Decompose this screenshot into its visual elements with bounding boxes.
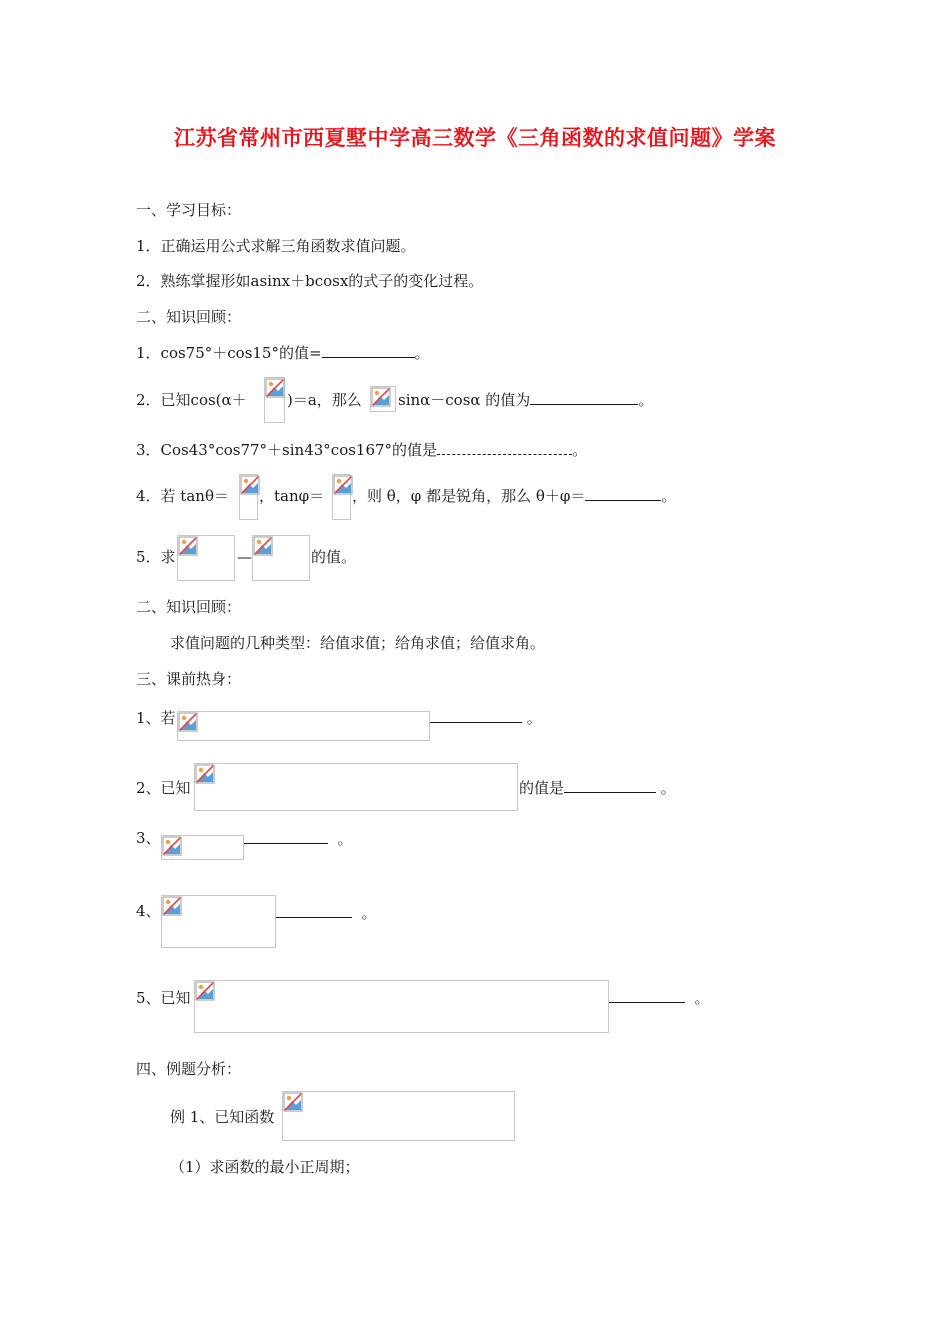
answer-blank bbox=[585, 486, 661, 501]
section-heading-review: 二、知识回顾： bbox=[136, 308, 242, 326]
broken-image-icon bbox=[371, 387, 391, 407]
warmup-question-4-answer bbox=[276, 903, 377, 923]
broken-image-icon bbox=[162, 896, 182, 916]
goal-item-1: 1．正确运用公式求解三角函数求值问题。 bbox=[136, 237, 416, 255]
broken-image-icon bbox=[253, 536, 273, 556]
broken-image-icon bbox=[178, 536, 198, 556]
answer-blank bbox=[322, 343, 415, 358]
example-1-label: 例 1、已知函数 bbox=[170, 1108, 275, 1126]
question-end: 。 bbox=[660, 779, 676, 797]
question-end: 。 bbox=[414, 344, 430, 362]
question-end: 。 bbox=[694, 989, 710, 1007]
question-end: 。 bbox=[661, 487, 677, 505]
warmup-question-3-label: 3、 bbox=[136, 829, 161, 847]
question-text: 3．Cos43°cos77°＋sin43°cos167°的值是 bbox=[136, 441, 438, 459]
section-heading-review-2: 二、知识回顾： bbox=[136, 598, 242, 616]
broken-image-icon bbox=[195, 981, 215, 1001]
formula-image bbox=[194, 980, 609, 1033]
answer-blank bbox=[609, 988, 685, 1003]
document-title: 江苏省常州市西夏墅中学高三数学《三角函数的求值问题》学案 bbox=[174, 125, 776, 150]
review-question-5-part-b: — bbox=[237, 548, 252, 566]
broken-image-icon bbox=[195, 764, 215, 784]
question-text: 1．cos75°＋cos15°的值= bbox=[136, 344, 322, 362]
warmup-question-5-label: 5、已知 bbox=[136, 989, 191, 1007]
warmup-question-1-label: 1、若 bbox=[136, 709, 176, 727]
review-text: 求值问题的几种类型：给值求值；给角求值；给值求角。 bbox=[170, 634, 546, 652]
section-heading-goals: 一、学习目标： bbox=[136, 201, 242, 219]
answer-blank bbox=[564, 778, 656, 793]
review-question-4-part-c bbox=[352, 486, 676, 506]
question-text: sinα－cosα 的值为 bbox=[398, 391, 531, 409]
review-question-3 bbox=[136, 440, 587, 460]
goal-item-2: 2．熟练掌握形如asinx＋bcosx的式子的变化过程。 bbox=[136, 272, 484, 290]
review-question-4-part-a: 4．若 tanθ＝ bbox=[136, 487, 229, 505]
formula-image bbox=[161, 835, 244, 860]
review-question-2-part-b: )＝a，那么 bbox=[287, 391, 362, 409]
question-end: 。 bbox=[526, 709, 542, 727]
question-end: 。 bbox=[361, 904, 377, 922]
answer-blank bbox=[530, 390, 638, 405]
question-end: 。 bbox=[337, 830, 353, 848]
section-heading-warmup: 三、课前热身： bbox=[136, 670, 242, 688]
review-question-5-part-c: 的值。 bbox=[311, 548, 357, 566]
example-1-question-1: （1）求函数的最小正周期； bbox=[170, 1158, 360, 1176]
question-end: 。 bbox=[572, 441, 588, 459]
warmup-question-4-label: 4、 bbox=[136, 902, 161, 920]
formula-image bbox=[264, 377, 285, 423]
broken-image-icon bbox=[162, 836, 182, 856]
formula-image bbox=[370, 386, 396, 412]
broken-image-icon bbox=[333, 475, 353, 495]
warmup-question-5-answer bbox=[609, 988, 710, 1008]
warmup-question-2-label: 2、已知 bbox=[136, 779, 191, 797]
formula-image bbox=[161, 895, 276, 948]
broken-image-icon bbox=[240, 475, 260, 495]
review-question-1 bbox=[136, 343, 430, 363]
question-text: 的值是 bbox=[519, 779, 565, 797]
broken-image-icon bbox=[178, 712, 198, 732]
formula-image bbox=[332, 474, 351, 520]
formula-image bbox=[194, 763, 518, 811]
formula-image bbox=[239, 474, 258, 520]
broken-image-icon bbox=[265, 378, 285, 398]
formula-image bbox=[252, 535, 310, 581]
review-question-4-part-b: ，tanφ＝ bbox=[259, 487, 325, 505]
review-question-5-part-a: 5．求 bbox=[136, 548, 176, 566]
warmup-question-2-answer bbox=[519, 778, 676, 798]
broken-image-icon bbox=[283, 1092, 303, 1112]
question-end: 。 bbox=[638, 391, 654, 409]
formula-image bbox=[282, 1091, 515, 1141]
question-text: ，则 θ，φ 都是锐角，那么 θ＋φ＝ bbox=[352, 487, 586, 505]
answer-blank bbox=[437, 440, 572, 455]
answer-blank bbox=[276, 903, 352, 918]
review-question-2-part-c bbox=[398, 390, 653, 410]
warmup-question-1-answer bbox=[430, 708, 542, 728]
formula-image bbox=[177, 535, 235, 581]
review-question-2-part-a: 2．已知cos(α＋ bbox=[136, 391, 247, 409]
formula-image bbox=[177, 711, 430, 741]
section-heading-examples: 四、例题分析： bbox=[136, 1060, 242, 1078]
answer-blank bbox=[244, 829, 328, 844]
answer-blank bbox=[430, 708, 522, 723]
warmup-question-3-answer bbox=[244, 829, 353, 849]
